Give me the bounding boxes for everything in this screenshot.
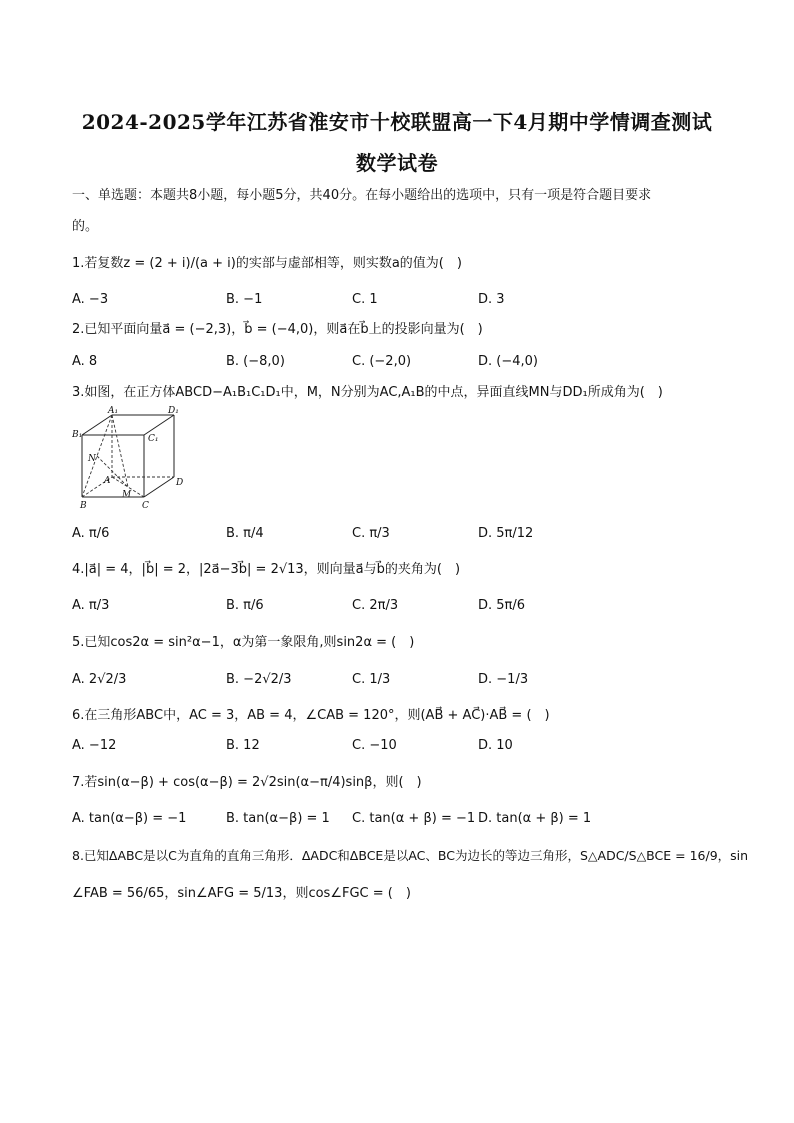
question-7-stem: 7.若sin(α−β) + cos(α−β) = 2√2sin(α−π/4)sinβ，则( ) [72, 775, 422, 790]
question-7-option-b: B. tan(α−β) = 1 [226, 811, 330, 826]
question-6-stem: 6.在三角形ABC中，AC = 3，AB = 4，∠CAB = 120°，则(AB⃗ + AC⃗)·AB⃗ = ( ) [72, 708, 550, 723]
question-3-option-d: D. 5π/12 [478, 526, 534, 541]
question-5-option-a: A. 2√2/3 [72, 672, 127, 687]
question-7-option-d: D. tan(α + β) = 1 [478, 811, 592, 826]
question-5-option-c: C. 1/3 [352, 672, 391, 687]
question-4-option-c: C. 2π/3 [352, 598, 399, 613]
question-1-option-d: D. 3 [478, 292, 505, 307]
question-5-stem: 5.已知cos2α = sin²α−1，α为第一象限角,则sin2α = ( ) [72, 635, 415, 650]
question-1-option-b: B. −1 [226, 292, 263, 307]
label-c1: C₁ [148, 434, 159, 444]
question-2-option-b: B. (−8,0) [226, 354, 285, 369]
question-6-option-b: B. 12 [226, 738, 260, 753]
question-4-option-a: A. π/3 [72, 598, 110, 613]
question-1-option-a: A. −3 [72, 292, 109, 307]
label-b1: B₁ [72, 430, 83, 440]
question-3-stem: 3.如图，在正方体ABCD−A₁B₁C₁D₁中，M，N分别为AC,A₁B的中点，异面直线MN与DD₁所成角为( ) [72, 385, 663, 400]
question-2-stem: 2.已知平面向量a⃗ = (−2,3)，b⃗ = (−4,0)，则a⃗在b⃗上的投影向量为( ) [72, 322, 483, 337]
exam-subtitle: 数学试卷 [356, 151, 438, 175]
question-4-option-b: B. π/6 [226, 598, 264, 613]
section-intro-cont: 的。 [72, 219, 99, 234]
label-d: D [176, 478, 184, 488]
question-4-option-d: D. 5π/6 [478, 598, 526, 613]
question-7-option-a: A. tan(α−β) = −1 [72, 811, 187, 826]
question-5-option-d: D. −1/3 [478, 672, 529, 687]
label-a: A [104, 476, 111, 486]
label-m: M [122, 490, 132, 500]
exam-title: 2024-2025学年江苏省淮安市十校联盟高一下4月期中学情调查测试 [81, 110, 713, 134]
question-8-stem-cont: ∠FAB = 56/65，sin∠AFG = 5/13，则cos∠FGC = ( ) [72, 886, 411, 901]
question-3-option-a: A. π/6 [72, 526, 110, 541]
label-n: N [88, 454, 96, 464]
cube-figure [72, 405, 190, 513]
question-6-option-c: C. −10 [352, 738, 397, 753]
question-4-stem: 4.|a⃗| = 4，|b⃗| = 2，|2a⃗−3b⃗| = 2√13，则向量a⃗与b⃗的夹角为( ) [72, 562, 461, 577]
label-c: C [142, 501, 149, 511]
question-2-option-a: A. 8 [72, 354, 98, 369]
section-intro: 一、单选题：本题共8小题，每小题5分，共40分。在每小题给出的选项中，只有一项是符合题目要求 [72, 188, 652, 203]
question-1-option-c: C. 1 [352, 292, 378, 307]
label-a1: A₁ [108, 406, 119, 416]
question-6-option-a: A. −12 [72, 738, 117, 753]
question-3-option-b: B. π/4 [226, 526, 264, 541]
question-5-option-b: B. −2√2/3 [226, 672, 292, 687]
label-d1: D₁ [168, 406, 179, 416]
label-b: B [80, 501, 87, 511]
question-2-option-d: D. (−4,0) [478, 354, 538, 369]
question-6-option-d: D. 10 [478, 738, 513, 753]
question-1-stem: 1.若复数z = (2 + i)/(a + i)的实部与虚部相等，则实数a的值为( ) [72, 256, 462, 271]
question-2-option-c: C. (−2,0) [352, 354, 412, 369]
question-3-option-c: C. π/3 [352, 526, 390, 541]
question-7-option-c: C. tan(α + β) = −1 [352, 811, 476, 826]
question-8-stem: 8.已知ΔABC是以C为直角的直角三角形．ΔADC和ΔBCE是以AC、BC为边长的等边三角形，S△ADC/S△BCE = 16/9，sin [72, 848, 749, 863]
